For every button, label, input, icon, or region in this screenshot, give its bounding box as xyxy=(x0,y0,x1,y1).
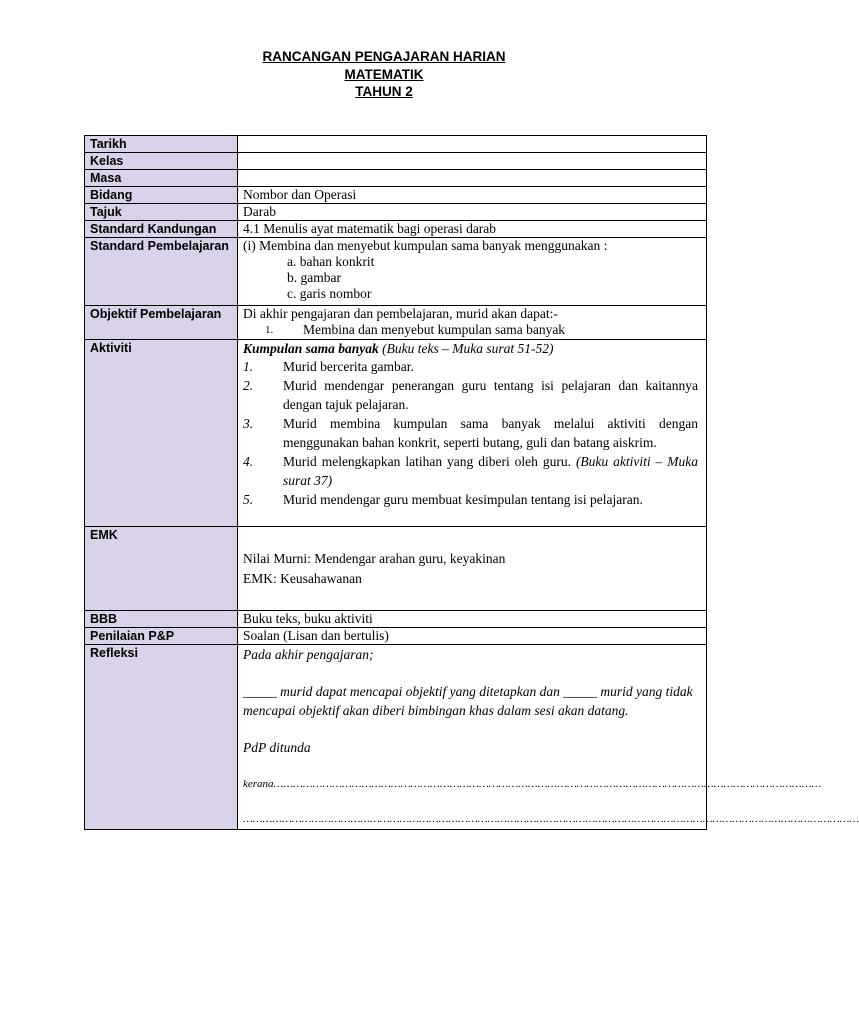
sp-item: a. bahan konkrit xyxy=(287,254,375,269)
step-number: 3. xyxy=(243,416,254,431)
emk-line-1: Nilai Murni: Mendengar arahan guru, keyakinan xyxy=(243,550,506,566)
row-emk xyxy=(85,527,707,611)
row-standard-pembelajaran xyxy=(85,238,707,306)
title-line-3: TAHUN 2 xyxy=(355,84,413,99)
row-tajuk xyxy=(85,204,707,221)
objektif-item xyxy=(243,322,701,338)
row-bidang xyxy=(85,187,707,204)
refleksi-line-2: _____ murid dapat mencapai objektif yang ditetapkan dan _____ murid yang tidak mencapai objektif akan diberi bimbingan khas dalam sesi akan datang. xyxy=(243,684,693,718)
aktiviti-step xyxy=(243,414,698,452)
label-kelas: Kelas xyxy=(85,153,238,170)
step-number: 5. xyxy=(243,492,254,507)
step-text: Murid membina kumpulan sama banyak melalui aktiviti dengan menggunakan bahan konkrit, seperti butang, guli dan batang aiskrim. xyxy=(283,416,698,450)
sp-intro: (i) Membina dan menyebut kumpulan sama banyak menggunakan : xyxy=(243,238,608,253)
objektif-item-text: Membina dan menyebut kumpulan sama banyak xyxy=(303,322,566,337)
value-bbb: Buku teks, buku aktiviti xyxy=(238,611,707,628)
row-standard-kandungan xyxy=(85,221,707,238)
value-aktiviti xyxy=(238,340,707,527)
document-title xyxy=(0,48,768,101)
step-number: 4. xyxy=(243,454,254,469)
sp-item: c. garis nombor xyxy=(287,286,372,301)
row-penilaian xyxy=(85,628,707,645)
value-standard-pembelajaran xyxy=(238,238,707,306)
emk-line-2: EMK: Keusahawanan xyxy=(243,570,362,586)
label-tarikh: Tarikh xyxy=(85,136,238,153)
label-refleksi: Refleksi xyxy=(85,645,238,830)
objektif-list xyxy=(243,322,701,338)
aktiviti-step xyxy=(243,452,698,490)
label-bidang: Bidang xyxy=(85,187,238,204)
step-number: 1. xyxy=(243,359,254,374)
step-text-ref: (Buku aktiviti – Muka surat 37) xyxy=(283,454,698,488)
objektif-item-number: 1. xyxy=(265,324,274,336)
value-penilaian: Soalan (Lisan dan bertulis) xyxy=(238,628,707,645)
aktiviti-heading: Kumpulan sama banyak xyxy=(243,341,379,356)
value-masa[interactable] xyxy=(238,170,707,187)
value-tajuk: Darab xyxy=(238,204,707,221)
value-kelas[interactable] xyxy=(238,153,707,170)
label-emk: EMK xyxy=(85,527,238,611)
refleksi-line-1: Pada akhir pengajaran; xyxy=(243,647,374,662)
label-penilaian: Penilaian P&P xyxy=(85,628,238,645)
label-objektif: Objektif Pembelajaran xyxy=(85,306,238,340)
row-aktiviti xyxy=(85,340,707,527)
value-standard-kandungan: 4.1 Menulis ayat matematik bagi operasi darab xyxy=(238,221,707,238)
aktiviti-step xyxy=(243,357,698,376)
value-tarikh[interactable] xyxy=(238,136,707,153)
step-text: Murid mendengar penerangan guru tentang isi pelajaran dan kaitannya dengan tajuk pelajaran. xyxy=(283,378,698,412)
sp-item: b. gambar xyxy=(287,270,341,285)
aktiviti-heading-ref: (Buku teks – Muka surat 51-52) xyxy=(378,341,554,356)
step-text: Murid bercerita gambar. xyxy=(283,359,414,374)
row-refleksi xyxy=(85,645,707,830)
label-aktiviti: Aktiviti xyxy=(85,340,238,527)
step-text: Murid mendengar guru membuat kesimpulan tentang isi pelajaran. xyxy=(283,492,643,507)
value-bidang: Nombor dan Operasi xyxy=(238,187,707,204)
row-kelas xyxy=(85,153,707,170)
value-refleksi xyxy=(238,645,859,830)
row-tarikh xyxy=(85,136,707,153)
title-line-1: RANCANGAN PENGAJARAN HARIAN xyxy=(262,49,506,64)
label-masa: Masa xyxy=(85,170,238,187)
title-line-2: MATEMATIK xyxy=(344,66,424,82)
refleksi-line-3: PdP ditunda xyxy=(243,740,311,755)
aktiviti-step xyxy=(243,490,698,509)
step-text-main: Murid melengkapkan latihan yang diberi oleh guru. xyxy=(283,454,576,469)
row-masa xyxy=(85,170,707,187)
objektif-intro: Di akhir pengajaran dan pembelajaran, murid akan dapat:- xyxy=(243,306,558,321)
step-number: 2. xyxy=(243,378,254,393)
label-standard-pembelajaran: Standard Pembelajaran xyxy=(85,238,238,306)
refleksi-line-5: ……………………………………………………………………………………………………………………………………………………………………… xyxy=(243,813,859,825)
step-text xyxy=(283,452,698,490)
label-bbb: BBB xyxy=(85,611,238,628)
refleksi-line-4: kerana…………………………………………………………………………………………………………………………………………………… xyxy=(243,778,822,790)
row-bbb xyxy=(85,611,707,628)
row-objektif xyxy=(85,306,707,340)
value-emk xyxy=(238,527,707,611)
aktiviti-step xyxy=(243,376,698,414)
value-objektif xyxy=(238,306,707,340)
label-standard-kandungan: Standard Kandungan xyxy=(85,221,238,238)
lesson-plan-table xyxy=(84,135,859,830)
label-tajuk: Tajuk xyxy=(85,204,238,221)
